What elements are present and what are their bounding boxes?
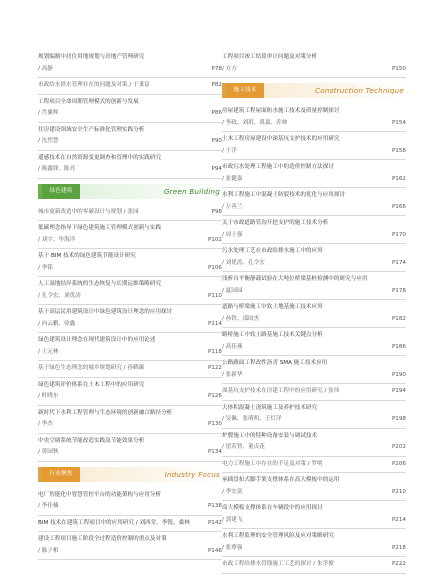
toc-entry[interactable] bbox=[38, 205, 222, 222]
entry-title: 工程项目竣工结算审计问题及对策分析 bbox=[222, 54, 318, 60]
entry-title: 路桥施工中软土路基施工技术关键点分析 bbox=[222, 332, 323, 338]
entry-title: 基于 BIM 技术的绿色建筑节能设计研究 bbox=[38, 253, 136, 259]
entry-page: P82 bbox=[211, 82, 222, 88]
section-header-construction-technique bbox=[222, 83, 406, 98]
toc-entry[interactable] bbox=[38, 361, 222, 378]
entry-author: / 于洋 bbox=[222, 147, 237, 154]
toc-entry[interactable] bbox=[38, 333, 222, 361]
entry-title: 建设工程项目施工阶段全过程造价控制的重点及对策 bbox=[38, 536, 167, 542]
toc-entry[interactable] bbox=[38, 516, 222, 533]
toc-entry[interactable] bbox=[222, 384, 406, 401]
left-group-3 bbox=[38, 488, 222, 561]
entry-author: / 时晓东 bbox=[38, 393, 59, 399]
toc-entry[interactable] bbox=[38, 406, 222, 434]
toc-entry[interactable] bbox=[222, 244, 406, 272]
entry-author: / 陈子相 bbox=[38, 547, 59, 554]
entry-page: P186 bbox=[391, 343, 406, 350]
entry-author: / 黄园秋 bbox=[38, 449, 59, 455]
toc-entry[interactable] bbox=[222, 457, 406, 474]
entry-author: / 李宏富 bbox=[222, 488, 243, 495]
entry-page: P134 bbox=[207, 449, 222, 455]
entry-author: / 方方 bbox=[222, 65, 237, 72]
entry-title: 污水处理工艺在市政给排水施工中的应用 bbox=[222, 248, 323, 254]
entry-author: / 王元林 bbox=[38, 348, 59, 355]
section-title-en: Green Building bbox=[163, 186, 220, 196]
entry-title: 水利工程施工中混凝土防裂技术的优化与应用探讨 bbox=[222, 192, 346, 198]
entry-title: 规划编制中居住用地规划与房地产管理研究 bbox=[38, 54, 145, 60]
entry-title: 人工湿地结岸系统的生态恢复与长期运维策略研究 bbox=[38, 281, 162, 287]
entry-page: P102 bbox=[207, 236, 222, 243]
toc-entry[interactable] bbox=[38, 95, 222, 123]
entry-author: / 孙铁、邵国杰 bbox=[222, 315, 260, 322]
right-group-2 bbox=[222, 104, 406, 574]
entry-page: P118 bbox=[207, 348, 222, 355]
entry-title: 水利工程监理的安全管理风险及应对策略研究 bbox=[222, 533, 334, 539]
entry-page: P158 bbox=[391, 147, 406, 154]
left-column bbox=[38, 50, 222, 560]
toc-entry[interactable] bbox=[222, 401, 406, 429]
entry-title: 浅析自平衡静载试验在大吨位桥梁基桩检测中的研究与应用 bbox=[222, 276, 368, 282]
toc-entry[interactable] bbox=[222, 216, 406, 244]
toc-entry[interactable] bbox=[222, 300, 406, 328]
section-title-en: Industry Focus bbox=[164, 469, 220, 479]
entry-page: P214 bbox=[391, 516, 406, 523]
entry-title: 高大模板支撑体系在车辆段中的应用探讨 bbox=[222, 505, 323, 511]
entry-page: P222 bbox=[391, 561, 406, 567]
entry-page: P182 bbox=[391, 315, 406, 322]
entry-author: / 张尊强 bbox=[222, 544, 243, 551]
entry-author: / 高佳燕 bbox=[222, 343, 243, 350]
toc-entry[interactable] bbox=[222, 501, 406, 529]
entry-author: / 高静 bbox=[38, 65, 53, 72]
entry-page: P90 bbox=[211, 138, 222, 144]
toc-entry[interactable] bbox=[222, 529, 406, 557]
entry-title: 承插盘扣式脚手架支撑体系在高大模板中的运用 bbox=[222, 477, 340, 483]
entry-author: / 肖翼辉 bbox=[38, 110, 59, 116]
section-title-cn: 绿色建筑 bbox=[42, 184, 80, 199]
toc-entry[interactable] bbox=[38, 277, 222, 305]
toc-entry[interactable] bbox=[222, 188, 406, 216]
left-group-2 bbox=[38, 205, 222, 462]
right-column bbox=[222, 50, 406, 574]
entry-page: P106 bbox=[207, 264, 222, 271]
entry-title: 公路路面工程改性沥青 SMA 施工技术应用 bbox=[222, 360, 328, 366]
entry-page: P198 bbox=[391, 416, 406, 422]
entry-title: 市政污水处理工程施工中的造价控制方法探讨 bbox=[222, 164, 334, 170]
entry-page: P210 bbox=[391, 488, 406, 495]
entry-page: P174 bbox=[391, 259, 406, 266]
entry-title: 绿色建筑设计理念在现代建筑设计中的应用论述 bbox=[38, 337, 156, 343]
entry-author: / 刘宇、毕海洋 bbox=[38, 236, 76, 243]
toc-entry[interactable] bbox=[38, 378, 222, 406]
entry-author: / 刘优涛、孔令宏 bbox=[222, 259, 265, 266]
entry-title: 绿色建筑评价体系在土木工程中的应用研究 bbox=[38, 381, 145, 388]
entry-page: P178 bbox=[391, 287, 406, 294]
entry-title: 关于市政道路管沟开挖支护的施工技术分析 bbox=[222, 220, 329, 226]
entry-title: 基于高层民用建筑设计中绿色建筑设计理念的应用探讨 bbox=[38, 309, 173, 315]
entry-author: / 向云鹏、徐鑫 bbox=[38, 320, 76, 327]
entry-title: 住房建设领域安全生产标准化管理实践分析 bbox=[38, 126, 145, 133]
entry-page: P110 bbox=[207, 292, 222, 299]
entry-title: 市政给水供水管理存在的问题及对策 / 于秉富 bbox=[38, 82, 150, 88]
entry-author: / 陈鑫锋、陈亮 bbox=[38, 166, 76, 172]
entry-author: / 崖若智、董贞花 bbox=[222, 444, 265, 450]
right-group-1 bbox=[222, 50, 406, 78]
entry-author: / 郭建飞 bbox=[222, 516, 243, 523]
entry-title: BIM 技术在建筑工程项目中的应用研究 / 刘西堂、李锐、桑林 bbox=[38, 519, 190, 526]
entry-page: P194 bbox=[391, 388, 406, 394]
toc-entry[interactable] bbox=[38, 78, 222, 95]
entry-title: 低碳理念指导下绿色建筑施工管理模式创新与实践 bbox=[38, 225, 162, 231]
toc-entry[interactable] bbox=[38, 50, 222, 78]
toc-entry[interactable] bbox=[222, 557, 406, 574]
entry-author: / 张健嘉 bbox=[222, 175, 243, 182]
entry-page: P166 bbox=[391, 203, 406, 210]
toc-entry[interactable] bbox=[222, 429, 406, 457]
entry-page: P146 bbox=[207, 547, 222, 554]
entry-page: P78 bbox=[211, 65, 222, 72]
toc-entry[interactable] bbox=[38, 488, 222, 516]
entry-page: P202 bbox=[391, 444, 406, 450]
entry-page: P170 bbox=[391, 231, 406, 238]
toc-entry[interactable] bbox=[222, 104, 406, 132]
toc-entry[interactable] bbox=[222, 50, 406, 78]
section-title-en: Construction Technique bbox=[315, 86, 404, 95]
entry-page: P94 bbox=[211, 166, 222, 172]
entry-page: P154 bbox=[391, 119, 406, 126]
entry-author: / 左善兰 bbox=[222, 203, 243, 210]
entry-page: P98 bbox=[211, 208, 222, 215]
entry-title: 土木工程房屋建设中深基坑支护技术的应用研究 bbox=[222, 136, 340, 142]
left-group-1 bbox=[38, 50, 222, 179]
entry-author: / 夏园园 bbox=[222, 287, 243, 294]
entry-title: 中央空调系统节能改造实践及节能效果分析 bbox=[38, 437, 145, 444]
toc-entry[interactable] bbox=[222, 356, 406, 384]
toc-entry[interactable] bbox=[38, 532, 222, 560]
entry-title: 城市更新改造中的零碳设计与规划 / 张园 bbox=[38, 208, 139, 215]
entry-title: 深基坑支护技术在房建工程中的应用研究 / 张伟 bbox=[222, 388, 340, 394]
entry-title: 炉膛施工中的特种设备安装与调试技术 bbox=[222, 432, 318, 439]
entry-page: P190 bbox=[391, 371, 406, 378]
entry-page: P122 bbox=[207, 365, 222, 371]
entry-title: 电力工程施工中存在的不足及对策 / 罗明 bbox=[222, 460, 323, 467]
entry-page: P218 bbox=[391, 544, 406, 551]
entry-title: 新时代下水利工程管理与生态环境的创新融合路径分析 bbox=[38, 409, 173, 416]
entry-title: 道路与桥梁施工中软土地基施工技术应用 bbox=[222, 304, 323, 310]
entry-page: P130 bbox=[207, 421, 222, 427]
toc-entry[interactable] bbox=[38, 434, 222, 462]
entry-page: P150 bbox=[391, 65, 406, 72]
entry-author: / 沈烈慧 bbox=[38, 138, 59, 144]
entry-title: 工程项目全命周期管理模式的创新与发展 bbox=[38, 98, 139, 105]
entry-author: / 周士强 bbox=[222, 231, 243, 238]
entry-author: / 李政、刘玥、禹嘉、乔帅 bbox=[222, 119, 288, 126]
entry-author: / 孔令宏、刘优涛 bbox=[38, 292, 81, 299]
entry-page: P142 bbox=[207, 519, 222, 526]
toc-entry[interactable] bbox=[222, 473, 406, 501]
toc-entry[interactable] bbox=[38, 305, 222, 333]
entry-author: / 李铭 bbox=[38, 264, 53, 271]
toc-entry[interactable] bbox=[222, 132, 406, 160]
toc-entry[interactable] bbox=[38, 221, 222, 249]
toc-entry[interactable] bbox=[222, 160, 406, 188]
section-title-cn: 行业聚焦 bbox=[42, 467, 80, 482]
entry-author: / 吴佩、张萌明、王灯洋 bbox=[222, 416, 282, 422]
entry-page: P206 bbox=[391, 460, 406, 467]
entry-page: P162 bbox=[391, 175, 406, 182]
entry-title: 遥感技术在自然资源变更调查和管理中的实践研究 bbox=[38, 154, 162, 161]
entry-page: P86 bbox=[211, 110, 222, 116]
entry-title: 大体积混凝土浇筑施工及养护技术研究 bbox=[222, 404, 318, 411]
toc-entry[interactable] bbox=[38, 123, 222, 151]
entry-page: P114 bbox=[207, 320, 222, 327]
entry-title: 基于绿色生态理念的城乡规划研究 / 孙鹤臻 bbox=[38, 365, 145, 371]
entry-author: / 李杰 bbox=[38, 421, 53, 427]
section-header-industry-focus bbox=[38, 467, 222, 482]
entry-title: 电厂智能化中智慧管控平台的功能架构与应用分析 bbox=[38, 491, 162, 498]
toc-entry[interactable] bbox=[38, 151, 222, 179]
toc-entry[interactable] bbox=[222, 272, 406, 300]
section-header-green-building bbox=[38, 184, 222, 199]
section-title-cn: 施工技术 bbox=[226, 83, 264, 98]
entry-title: 市政工程给排水管线施工工艺的探讨 / 朱学俊 bbox=[222, 561, 334, 567]
toc-entry[interactable] bbox=[222, 328, 406, 356]
entry-author: / 张新华 bbox=[222, 371, 243, 378]
toc-entry[interactable] bbox=[38, 249, 222, 277]
entry-page: P126 bbox=[207, 393, 222, 399]
entry-author: / 李佳楠 bbox=[38, 503, 59, 509]
entry-page: P138 bbox=[207, 503, 222, 509]
entry-title: 房屋建筑工程屋面防水施工技术及质量控制探讨 bbox=[222, 108, 340, 114]
